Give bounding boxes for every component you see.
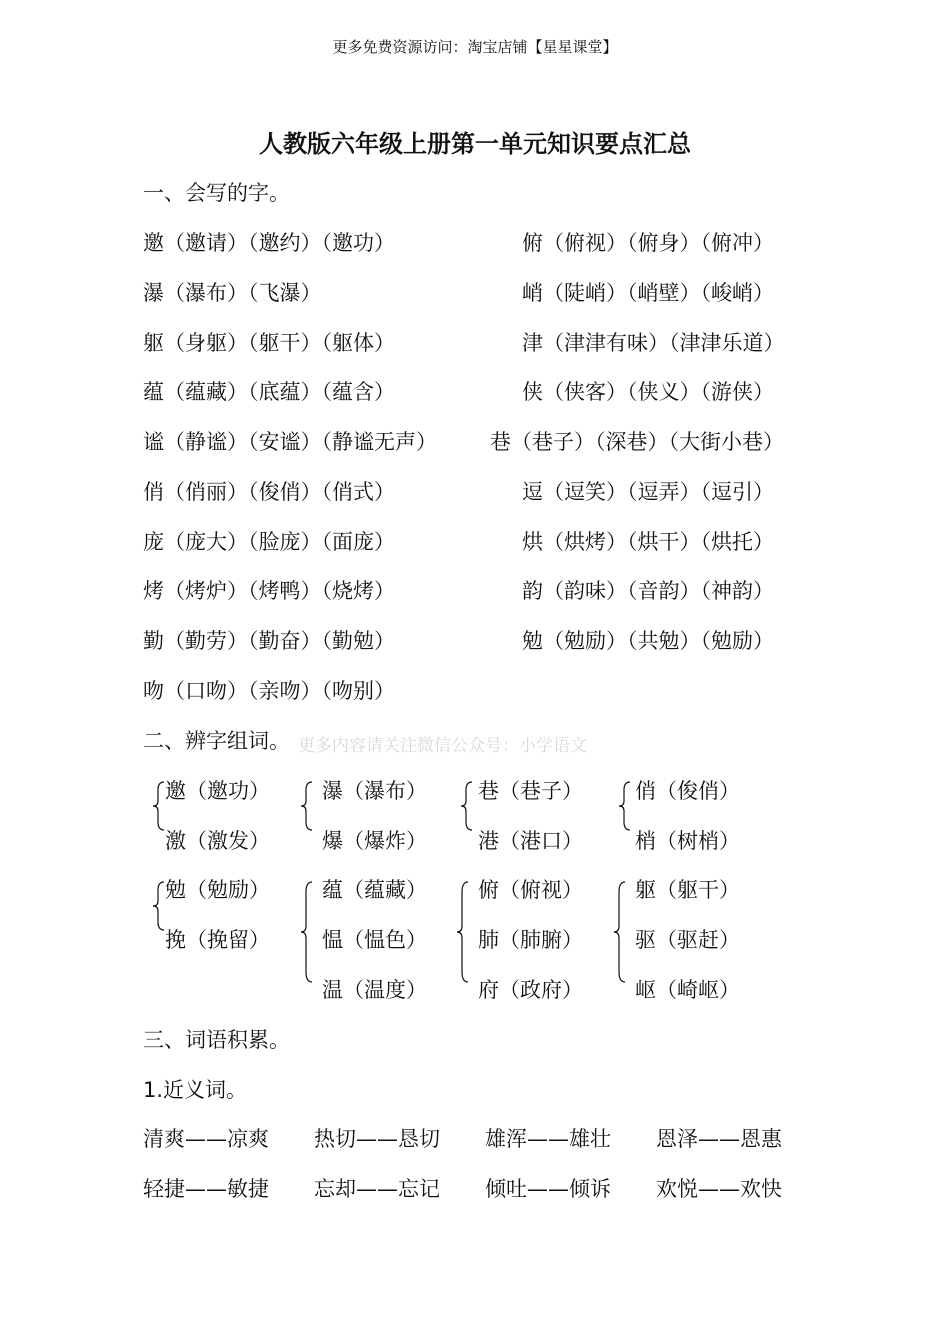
char-entry-left: 烤（烤炉）（烤鸭）（烧烤） — [143, 579, 395, 603]
synonym-pair: 清爽——凉爽 — [143, 1127, 269, 1151]
brace-icon — [300, 780, 314, 832]
char-entry-left: 谧（静谧）（安谧）（静谧无声） — [143, 430, 437, 454]
synonym-pair: 恩泽——恩惠 — [656, 1127, 782, 1151]
synonym-pair: 热切——恳切 — [314, 1127, 440, 1151]
char-entry-left: 吻（口吻）（亲吻）（吻别） — [143, 679, 395, 703]
synonym-pair: 雄浑——雄壮 — [485, 1127, 611, 1151]
watermark-text: 更多内容请关注微信公众号：小学语文 — [298, 736, 587, 756]
char-pair-item: 激（激发） — [165, 829, 270, 853]
brace-icon — [460, 780, 474, 832]
char-pair-item: 港（港口） — [478, 829, 583, 853]
char-entry-right: 俯（俯视）（俯身）（俯冲） — [522, 231, 774, 255]
brace-icon — [618, 780, 632, 832]
char-entry-left: 躯（身躯）（躯干）（躯体） — [143, 331, 395, 355]
section1-heading: 一、会写的字。 — [143, 181, 290, 205]
char-pair-item: 勉（勉励） — [165, 878, 270, 902]
synonyms-subheading: 1.近义词。 — [143, 1078, 248, 1102]
char-pair-item: 蕴（蕴藏） — [322, 878, 427, 902]
char-entry-left: 瀑（瀑布）（飞瀑） — [143, 281, 322, 305]
char-entry-left: 蕴（蕴藏）（底蕴）（蕴含） — [143, 380, 395, 404]
synonym-pair: 倾吐——倾诉 — [485, 1177, 611, 1201]
brace-icon — [613, 880, 627, 984]
char-entry-right: 逗（逗笑）（逗弄）（逗引） — [522, 480, 774, 504]
char-pair-item: 瀑（瀑布） — [322, 779, 427, 803]
char-entry-right: 烘（烘烤）（烘干）（烘托） — [522, 530, 774, 554]
char-pair-item: 躯（躯干） — [635, 878, 740, 902]
char-pair-item: 俯（俯视） — [478, 878, 583, 902]
brace-icon — [456, 880, 470, 984]
char-pair-item: 爆（爆炸） — [322, 829, 427, 853]
char-pair-item: 肺（肺腑） — [478, 928, 583, 952]
char-entry-left: 俏（俏丽）（俊俏）（俏式） — [143, 480, 395, 504]
char-entry-right: 韵（韵味）（音韵）（神韵） — [522, 579, 774, 603]
char-entry-left: 勤（勤劳）（勤奋）（勤勉） — [143, 629, 395, 653]
char-pair-item: 俏（俊俏） — [635, 779, 740, 803]
char-entry-right: 侠（侠客）（侠义）（游侠） — [522, 380, 774, 404]
char-pair-item: 梢（树梢） — [635, 829, 740, 853]
section2-heading: 二、辨字组词。 — [143, 729, 290, 753]
char-pair-item: 府（政府） — [478, 978, 583, 1002]
synonym-pair: 欢悦——欢快 — [656, 1177, 782, 1201]
brace-icon — [152, 780, 166, 832]
synonym-pair: 轻捷——敏捷 — [143, 1177, 269, 1201]
page-title: 人教版六年级上册第一单元知识要点汇总 — [259, 130, 691, 158]
synonym-pair: 忘却——忘记 — [314, 1177, 440, 1201]
char-pair-item: 岖（崎岖） — [635, 978, 740, 1002]
char-entry-right: 津（津津有味）（津津乐道） — [522, 331, 785, 355]
char-entry-right: 巷（巷子）（深巷）（大街小巷） — [490, 430, 784, 454]
char-pair-item: 愠（愠色） — [322, 928, 427, 952]
char-entry-left: 庞（庞大）（脸庞）（面庞） — [143, 530, 395, 554]
char-pair-item: 温（温度） — [322, 978, 427, 1002]
char-pair-item: 挽（挽留） — [165, 928, 270, 952]
brace-icon — [300, 880, 314, 984]
char-pair-item: 驱（驱赶） — [635, 928, 740, 952]
char-entry-right: 勉（勉励）（共勉）（勉励） — [522, 629, 774, 653]
char-pair-item: 巷（巷子） — [478, 779, 583, 803]
brace-icon — [152, 880, 166, 932]
header-note: 更多免费资源访问：淘宝店铺【星星课堂】 — [332, 38, 618, 56]
char-entry-left: 邀（邀请）（邀约）（邀功） — [143, 231, 395, 255]
char-entry-right: 峭（陡峭）（峭壁）（峻峭） — [522, 281, 774, 305]
char-pair-item: 邀（邀功） — [165, 779, 270, 803]
section3-heading: 三、词语积累。 — [143, 1028, 290, 1052]
